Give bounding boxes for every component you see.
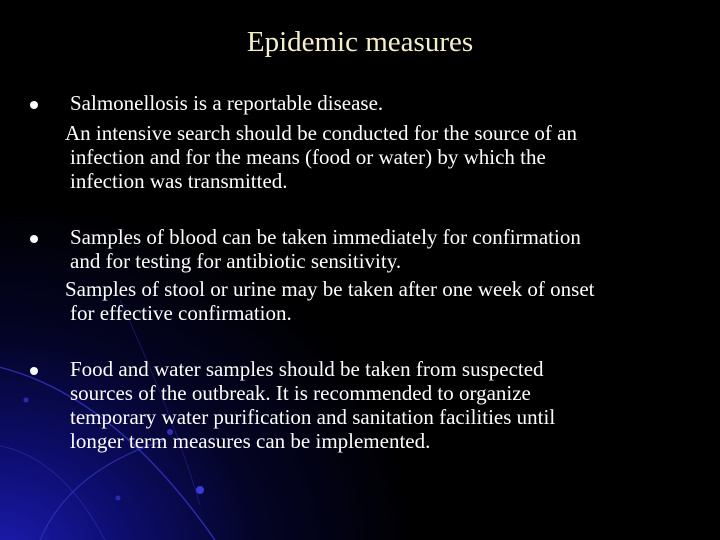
bullet-dot-icon bbox=[30, 101, 38, 109]
bullet-1-line-3: infection and for the means (food or water) by which the bbox=[70, 145, 546, 169]
bullet-2-line-3: Samples of stool or urine may be taken after one week of onset bbox=[65, 277, 595, 301]
bullet-3-line-1: Food and water samples should be taken from suspected bbox=[70, 357, 544, 381]
bullet-1 bbox=[30, 92, 700, 192]
bullet-3 bbox=[30, 358, 700, 458]
bullet-3-line-2: sources of the outbreak. It is recommended to organize bbox=[70, 381, 531, 405]
bullet-1-line-1: Salmonellosis is a reportable disease. bbox=[70, 91, 384, 115]
bullet-3-line-3: temporary water purification and sanitation facilities until bbox=[70, 405, 556, 429]
decor-dot-1 bbox=[196, 486, 204, 494]
bullet-3-line-4: longer term measures can be implemented. bbox=[70, 429, 431, 453]
decor-dot-4 bbox=[116, 496, 121, 501]
slide-title: Epidemic measures bbox=[246, 26, 474, 58]
decor-dot-3 bbox=[24, 398, 29, 403]
bullet-2-line-2: and for testing for antibiotic sensitivity. bbox=[70, 249, 402, 273]
bullet-2-line-1: Samples of blood can be taken immediately for confirmation bbox=[70, 225, 581, 249]
bullet-2-line-4: for effective confirmation. bbox=[70, 301, 292, 325]
bullet-1-line-2: An intensive search should be conducted for the source of an bbox=[65, 121, 577, 145]
bullet-1-line-4: infection was transmitted. bbox=[70, 169, 288, 193]
decor-arc-3 bbox=[0, 445, 105, 540]
bullet-2 bbox=[30, 226, 700, 326]
bullet-dot-icon bbox=[30, 367, 38, 375]
bullet-dot-icon bbox=[30, 235, 38, 243]
